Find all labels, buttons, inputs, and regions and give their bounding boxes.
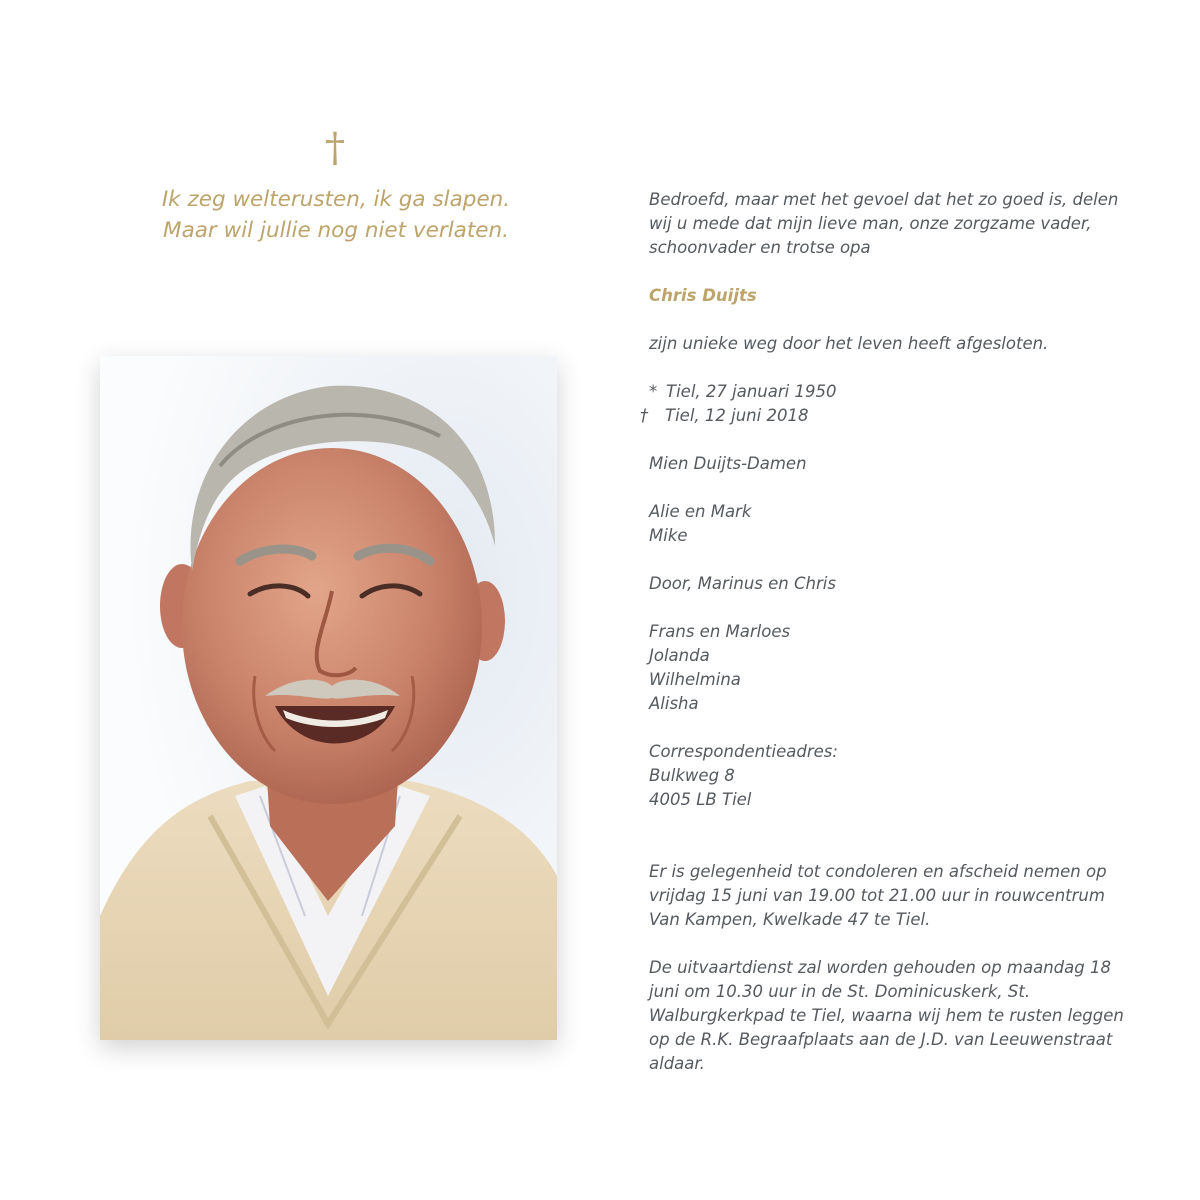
death-date-row xyxy=(640,404,1149,428)
correspondence-city: 4005 LB Tiel xyxy=(649,790,752,809)
service-line: op de R.K. Begraafplaats aan de J.D. van Leeuwenstraat xyxy=(649,1030,1113,1049)
family-member: Mike xyxy=(649,526,688,545)
poem xyxy=(100,184,572,246)
condolence-line: Er is gelegenheid tot condoleren en afscheid nemen op xyxy=(649,862,1107,881)
family-member: Frans en Marloes xyxy=(649,622,791,641)
death-date: Tiel, 12 juni 2018 xyxy=(665,406,809,425)
family-member: Jolanda xyxy=(649,646,710,665)
service-line: Walburgkerkpad te Tiel, waarna wij hem te rusten leggen xyxy=(649,1006,1124,1025)
condolence-line: vrijdag 15 juni van 19.00 tot 21.00 uur in rouwcentrum xyxy=(649,886,1105,905)
poem-line: Ik zeg welterusten, ik ga slapen. xyxy=(161,187,511,212)
birth-date: Tiel, 27 januari 1950 xyxy=(666,382,837,401)
birth-date-row xyxy=(649,380,1149,404)
correspondence-label: Correspondentieadres: xyxy=(649,742,838,761)
spouse-name: Mien Duijts-Damen xyxy=(649,454,807,473)
death-cross-icon: † xyxy=(640,406,649,425)
service-line: juni om 10.30 uur in de St. Dominicuskerk, St. xyxy=(649,982,1031,1001)
birth-asterisk-icon: * xyxy=(649,382,658,401)
condolence-line: Van Kampen, Kwelkade 47 te Tiel. xyxy=(649,910,931,929)
announcement-text xyxy=(640,188,1149,1076)
family-member: Wilhelmina xyxy=(649,670,741,689)
deceased-name: Chris Duijts xyxy=(649,286,757,305)
portrait-photo xyxy=(100,356,557,1040)
after-name-line: zijn unieke weg door het leven heeft afgesloten. xyxy=(649,334,1049,353)
correspondence-street: Bulkweg 8 xyxy=(649,766,735,785)
intro-line: schoonvader en trotse opa xyxy=(649,238,871,257)
family-member: Alisha xyxy=(649,694,699,713)
cross-icon: † xyxy=(325,125,345,171)
service-line: aldaar. xyxy=(649,1054,705,1073)
intro-line: wij u mede dat mijn lieve man, onze zorgzame vader, xyxy=(649,214,1092,233)
poem-line: Maar wil jullie nog niet verlaten. xyxy=(163,218,509,243)
family-member: Alie en Mark xyxy=(649,502,752,521)
family-member: Door, Marinus en Chris xyxy=(649,574,836,593)
intro-line: Bedroefd, maar met het gevoel dat het zo goed is, delen xyxy=(649,190,1119,209)
service-line: De uitvaartdienst zal worden gehouden op maandag 18 xyxy=(649,958,1111,977)
